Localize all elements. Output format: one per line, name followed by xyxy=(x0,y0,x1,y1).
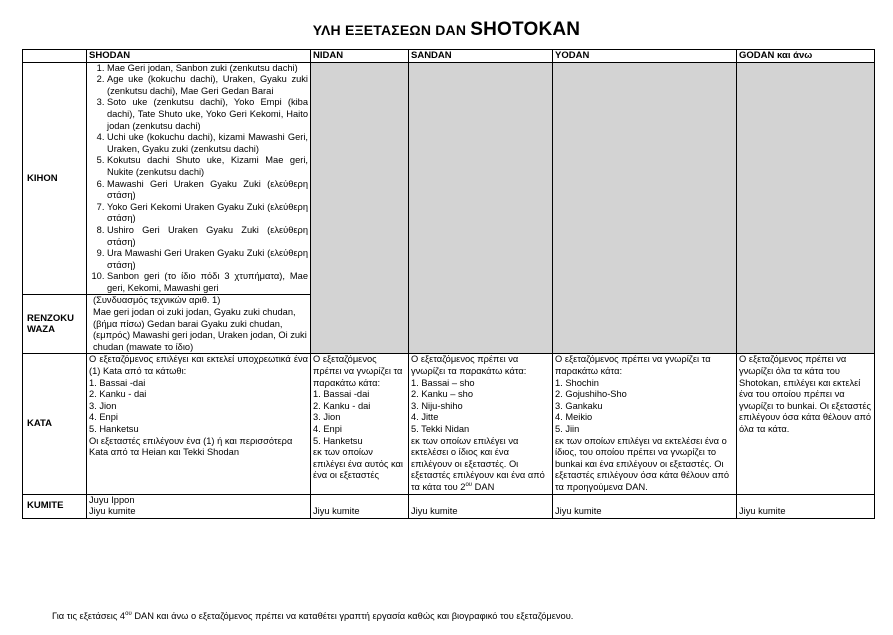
kata-sandan-list xyxy=(411,378,550,436)
kumite-yodan-cell: Jiyu kumite xyxy=(553,494,737,518)
kata-item: 2. Kanku – sho xyxy=(411,389,474,400)
kata-shodan-intro: Ο εξεταζόμενος επιλέγει και εκτελεί υποχρεωτικά ένα (1) Kata από τα κάτωθι: xyxy=(89,354,308,377)
footnote xyxy=(52,611,573,621)
kumite-godan-cell: Jiyu kumite xyxy=(737,494,875,518)
renzoku-label xyxy=(23,295,87,354)
kata-item: 2. Gojushiho-Sho xyxy=(555,389,627,400)
kihon-item: 2. Age uke (kokuchu dachi), Uraken, Gyaku zuki (zenkutsu dachi), Mae Geri Gedan Barai xyxy=(107,74,308,97)
header-shodan: SHODAN xyxy=(87,50,311,63)
header-yodan: YODAN xyxy=(553,50,737,63)
title-prefix: ΥΛΗ ΕΞΕΤΑΣΕΩΝ DAN xyxy=(312,22,471,38)
kata-nidan-intro: Ο εξεταζόμενος πρέπει να γνωρίζει τα παρακάτω κάτα: xyxy=(313,354,403,388)
renzoku-text: Mae geri jodan oi zuki jodan, Gyaku zuki chudan, (βήμα πίσω) Gedan barai Gyaku zuki chudan, (εμπρός) Mawashi geri jodan, Uraken jodan, Oi zuki chudan (mawate το ίδιο) xyxy=(93,307,307,352)
gray-cell-yodan xyxy=(553,62,737,354)
kata-item: 5. Jiin xyxy=(555,424,580,434)
header-sandan: SANDAN xyxy=(409,50,553,63)
kumite-shodan-line2: Jiyu kumite xyxy=(89,506,136,517)
kata-godan-text: Ο εξεταζόμενος πρέπει να γνωρίζει όλα τα κάτα του Shotokan, επιλέγει και εκτελεί ένα του οποίου πρέπει να γνωρίζει το bunkai. Οι εξεταστές επιλέγουν όσα κάτα θέλουν από όλα τα κάτα. xyxy=(739,354,872,434)
kata-item: 3. Gankaku xyxy=(555,400,603,411)
kata-yodan-outro: εκ των οποίων επιλέγει να εκτελέσει ένα ο ίδιος, του οποίου πρέπει να γνωρίζει το bunkai και ένα επιλέγουν οι εξεταστές. Οι εξεταστές επιλέγουν όσα κάτα θέλουν από τα προηγούμενα DAN. xyxy=(555,435,730,492)
page-title xyxy=(0,19,893,41)
kata-sandan-end: DAN xyxy=(472,481,495,492)
kata-nidan-list xyxy=(313,389,406,447)
gray-cell-sandan xyxy=(409,62,553,354)
kihon-item: 5. Kokutsu dachi Shuto uke, Kizami Mae geri, Nukite (zenkutsu dachi) xyxy=(107,155,308,178)
kata-item: 4. Enpi xyxy=(89,412,118,423)
kata-item: 4. Enpi xyxy=(313,424,342,434)
header-row xyxy=(23,50,875,63)
kihon-item: 7. Yoko Geri Kekomi Uraken Gyaku Zuki (ελεύθερη στάση) xyxy=(107,202,308,225)
header-godan: GODAN και άνω xyxy=(737,50,875,63)
footnote-sup: ου xyxy=(125,610,132,617)
footnote-after: DAN και άνω ο εξεταζόμενος πρέπει να καταθέτει γραπτή εργασία καθώς και βιογραφικό του εξεταζόμενου. xyxy=(131,611,574,621)
kata-item: 3. Jion xyxy=(89,400,117,411)
kata-godan-cell xyxy=(737,354,875,494)
kata-item: 5. Tekki Nidan xyxy=(411,424,470,434)
kihon-list xyxy=(89,63,308,295)
kata-label: KATA xyxy=(23,354,87,494)
kata-sandan-outro-text: εκ των οποίων επιλέγει να εκτελέσει ο ίδιος και ένα επιλέγουν οι εξεταστές. Οι εξεταστές επιλέγουν και ένα από τα κάτα του 2 xyxy=(411,435,545,492)
kata-item: 1. Bassai -dai xyxy=(89,377,146,388)
kata-shodan-outro: Οι εξεταστές επιλέγουν ένα (1) ή και περισσότερα Kata από τα Heian και Tekki Shodan xyxy=(89,435,293,458)
kihon-item: 8. Ushiro Geri Uraken Gyaku Zuki (ελεύθερη στάση) xyxy=(107,225,308,248)
renzoku-shodan-cell xyxy=(87,295,311,354)
kata-nidan-cell xyxy=(311,354,409,494)
kata-yodan-intro: Ο εξεταζόμενος πρέπει να γνωρίζει τα παρακάτω κάτα: xyxy=(555,354,711,377)
kihon-item: 6. Mawashi Geri Uraken Gyaku Zuki (ελεύθερη στάση) xyxy=(107,179,308,202)
kata-item: 1. Bassai – sho xyxy=(411,377,475,388)
kata-item: 2. Kanku - dai xyxy=(313,400,371,411)
kata-sandan-outro xyxy=(411,436,550,494)
renzoku-label-line2: WAZA xyxy=(27,324,55,336)
renzoku-label-line1: RENZOKU xyxy=(27,312,74,324)
kata-item: 3. Niju-shiho xyxy=(411,400,463,411)
kata-item: 1. Bassai -dai xyxy=(313,389,370,400)
kata-shodan-cell xyxy=(87,354,311,494)
kumite-row xyxy=(23,494,875,518)
kata-sandan-cell xyxy=(409,354,553,494)
kihon-item: 10. Sanbon geri (το ίδιο πόδι 3 χτυπήματα), Mae geri, Kekomi, Mawashi geri xyxy=(107,271,308,294)
gray-cell-godan xyxy=(737,62,875,354)
kata-shodan-list xyxy=(89,378,308,436)
kihon-item: 9. Ura Mawashi Geri Uraken Gyaku Zuki (ελεύθερη στάση) xyxy=(107,248,308,271)
kata-yodan-list xyxy=(555,378,734,436)
kata-sandan-sup: ου xyxy=(465,481,473,488)
kata-item: 2. Kanku - dai xyxy=(89,389,147,400)
kata-yodan-cell xyxy=(553,354,737,494)
kumite-sandan-cell: Jiyu kumite xyxy=(409,494,553,518)
kata-item: 3. Jion xyxy=(313,412,341,423)
gray-cell-nidan xyxy=(311,62,409,354)
kihon-label: KIHON xyxy=(23,62,87,295)
header-nidan: NIDAN xyxy=(311,50,409,63)
header-corner xyxy=(23,50,87,63)
title-main: SHOTOKAN xyxy=(470,19,581,40)
kumite-nidan-cell: Jiyu kumite xyxy=(311,494,409,518)
kihon-row xyxy=(23,62,875,295)
kihon-item: 4. Uchi uke (kokuchu dachi), kizami Mawashi Geri, Uraken, Gyaku zuki (zenkutsu dachi) xyxy=(107,132,308,155)
kihon-shodan-cell xyxy=(87,62,311,295)
renzoku-heading: (Συνδυασμός τεχνικών αριθ. 1) xyxy=(93,295,221,306)
kata-item: 4. Jitte xyxy=(411,412,439,423)
kata-item: 1. Shochin xyxy=(555,377,599,388)
exam-table xyxy=(22,49,875,519)
kata-nidan-outro: εκ των οποίων επιλέγει ένα αυτός και ένα οι εξεταστές xyxy=(313,447,403,481)
kihon-item: 3. Soto uke (zenkutsu dachi), Yoko Empi (kiba dachi), Tate Shuto uke, Yoko Geri Kekomi, Haito jodan (zenkutsu dachi) xyxy=(107,97,308,132)
kumite-label: KUMITE xyxy=(23,494,87,518)
kata-sandan-intro: Ο εξεταζόμενος πρέπει να γνωρίζει τα παρακάτω κάτα: xyxy=(411,354,527,377)
kumite-shodan-line1: Juyu Ippon xyxy=(89,494,135,505)
kata-row xyxy=(23,354,875,494)
kata-item: 5. Hanketsu xyxy=(313,435,363,446)
kihon-item: 1. Mae Geri jodan, Sanbon zuki (zenkutsu dachi) xyxy=(107,63,308,75)
kata-item: 4. Meikio xyxy=(555,412,593,423)
footnote-before: Για τις εξετάσεις 4 xyxy=(52,611,126,621)
kumite-shodan-cell xyxy=(87,494,311,518)
kata-item: 5. Hanketsu xyxy=(89,424,139,434)
